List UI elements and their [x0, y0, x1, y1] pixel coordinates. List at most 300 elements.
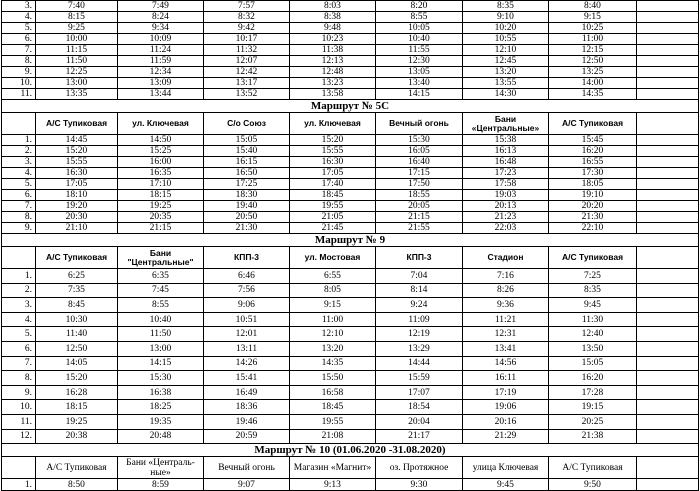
time-cell: 13:52	[204, 89, 290, 100]
table-row	[2, 146, 699, 157]
table-row	[2, 201, 699, 212]
stop-name: Стадион	[463, 247, 549, 269]
time-cell: 21:30	[549, 212, 637, 223]
empty-cell	[637, 283, 699, 298]
time-cell: 11:30	[549, 312, 637, 327]
time-cell: 9:15	[549, 12, 637, 23]
empty-cell	[637, 400, 699, 415]
stop-name: Магазин «Магнит»	[290, 457, 376, 479]
time-cell: 18:36	[204, 400, 290, 415]
time-cell: 15:59	[376, 371, 463, 386]
row-number: 8.	[2, 56, 36, 67]
time-cell: 9:06	[204, 298, 290, 313]
time-cell: 11:38	[290, 45, 376, 56]
stops-header-row	[2, 457, 699, 479]
route-title: Маршрут № 5С	[2, 100, 699, 113]
time-cell: 19:25	[36, 414, 118, 429]
time-cell: 10:51	[204, 312, 290, 327]
row-number: 5.	[2, 327, 36, 342]
time-cell: 21:15	[376, 212, 463, 223]
time-cell: 13:58	[290, 89, 376, 100]
time-cell: 15:20	[36, 146, 118, 157]
table-row	[2, 298, 699, 313]
empty-cell	[637, 179, 699, 190]
time-cell: 15:25	[118, 146, 204, 157]
time-cell: 17:30	[549, 168, 637, 179]
time-cell: 19:55	[290, 201, 376, 212]
time-cell: 18:55	[376, 190, 463, 201]
stop-name: оз. Протяжное	[376, 457, 463, 479]
table-row	[2, 67, 699, 78]
time-cell: 16:15	[204, 157, 290, 168]
time-cell: 8:35	[463, 1, 549, 12]
time-cell: 12:30	[376, 56, 463, 67]
time-cell: 19:55	[290, 414, 376, 429]
row-number: 2.	[2, 146, 36, 157]
table-row	[2, 479, 699, 491]
time-cell: 22:03	[463, 223, 549, 234]
time-cell: 11:50	[118, 327, 204, 342]
empty-cell	[637, 135, 699, 146]
time-cell: 9:34	[118, 23, 204, 34]
time-cell: 8:32	[204, 12, 290, 23]
time-cell: 11:24	[118, 45, 204, 56]
time-cell: 16:00	[118, 157, 204, 168]
time-cell: 17:40	[290, 179, 376, 190]
time-cell: 6:55	[290, 269, 376, 284]
empty-cell	[637, 371, 699, 386]
time-cell: 16:50	[204, 168, 290, 179]
time-cell: 21:17	[376, 429, 463, 444]
time-cell: 12:48	[290, 67, 376, 78]
time-cell: 18:10	[36, 190, 118, 201]
time-cell: 8:40	[549, 1, 637, 12]
time-cell: 9:15	[290, 298, 376, 313]
time-cell: 17:19	[463, 385, 549, 400]
empty-cell	[637, 67, 699, 78]
stop-name: А/С Тупиковая	[549, 247, 637, 269]
time-cell: 13:23	[290, 78, 376, 89]
time-cell: 15:30	[376, 135, 463, 146]
row-number: 7.	[2, 356, 36, 371]
row-number: 1.	[2, 269, 36, 284]
time-cell: 17:58	[463, 179, 549, 190]
time-cell: 11:55	[376, 45, 463, 56]
time-cell: 19:20	[36, 201, 118, 212]
time-cell: 7:56	[204, 283, 290, 298]
time-cell: 20:04	[376, 414, 463, 429]
time-cell: 16:05	[376, 146, 463, 157]
time-cell: 17:10	[118, 179, 204, 190]
schedule-table	[1, 0, 699, 491]
time-cell: 11:00	[290, 312, 376, 327]
table-row	[2, 371, 699, 386]
time-cell: 21:30	[204, 223, 290, 234]
empty-cell	[637, 34, 699, 45]
time-cell: 16:20	[549, 371, 637, 386]
time-cell: 17:23	[463, 168, 549, 179]
time-cell: 20:59	[204, 429, 290, 444]
time-cell: 7:49	[118, 1, 204, 12]
table-row	[2, 327, 699, 342]
time-cell: 21:45	[290, 223, 376, 234]
time-cell: 9:24	[376, 298, 463, 313]
time-cell: 17:15	[376, 168, 463, 179]
route-title-row	[2, 444, 699, 457]
time-cell: 12:45	[463, 56, 549, 67]
time-cell: 14:26	[204, 356, 290, 371]
time-cell: 17:07	[376, 385, 463, 400]
time-cell: 19:06	[463, 400, 549, 415]
time-cell: 13:41	[463, 341, 549, 356]
time-cell: 14:45	[36, 135, 118, 146]
row-number: 11.	[2, 414, 36, 429]
time-cell: 18:30	[204, 190, 290, 201]
time-cell: 10:40	[118, 312, 204, 327]
time-cell: 13:40	[376, 78, 463, 89]
time-cell: 15:50	[290, 371, 376, 386]
time-cell: 11:50	[36, 56, 118, 67]
empty-cell	[637, 429, 699, 444]
time-cell: 18:45	[290, 190, 376, 201]
time-cell: 6:46	[204, 269, 290, 284]
time-cell: 8:55	[376, 12, 463, 23]
empty-cell	[2, 113, 36, 135]
time-cell: 8:55	[118, 298, 204, 313]
time-cell: 7:57	[204, 1, 290, 12]
row-number: 4.	[2, 312, 36, 327]
time-cell: 7:35	[36, 283, 118, 298]
empty-cell	[2, 457, 36, 479]
time-cell: 16:49	[204, 385, 290, 400]
empty-cell	[637, 146, 699, 157]
row-number: 12.	[2, 429, 36, 444]
time-cell: 10:55	[463, 34, 549, 45]
table-row	[2, 1, 699, 12]
stop-name: Бани «Централь-ные»	[118, 457, 204, 479]
time-cell: 19:46	[204, 414, 290, 429]
row-number: 10.	[2, 78, 36, 89]
row-number: 8.	[2, 212, 36, 223]
time-cell: 10:25	[549, 23, 637, 34]
time-cell: 13:09	[118, 78, 204, 89]
time-cell: 21:38	[549, 429, 637, 444]
empty-cell	[637, 457, 699, 479]
row-number: 11.	[2, 89, 36, 100]
time-cell: 8:14	[376, 283, 463, 298]
table-row	[2, 429, 699, 444]
time-cell: 16:40	[376, 157, 463, 168]
empty-cell	[637, 298, 699, 313]
time-cell: 16:30	[290, 157, 376, 168]
time-cell: 12:10	[463, 45, 549, 56]
table-row	[2, 56, 699, 67]
time-cell: 11:00	[549, 34, 637, 45]
time-cell: 16:38	[118, 385, 204, 400]
time-cell: 8:15	[36, 12, 118, 23]
route-title: Маршрут № 9	[2, 234, 699, 247]
time-cell: 19:15	[549, 400, 637, 415]
row-number: 3.	[2, 157, 36, 168]
time-cell: 19:40	[204, 201, 290, 212]
time-cell: 15:30	[118, 371, 204, 386]
time-cell: 9:10	[463, 12, 549, 23]
time-cell: 20:50	[204, 212, 290, 223]
time-cell: 14:00	[549, 78, 637, 89]
table-row	[2, 385, 699, 400]
time-cell: 15:55	[290, 146, 376, 157]
time-cell: 17:05	[290, 168, 376, 179]
time-cell: 17:05	[36, 179, 118, 190]
stops-header-row	[2, 113, 699, 135]
time-cell: 7:40	[36, 1, 118, 12]
table-row	[2, 400, 699, 415]
row-number: 9.	[2, 385, 36, 400]
empty-cell	[637, 327, 699, 342]
time-cell: 13:25	[549, 67, 637, 78]
row-number: 4.	[2, 168, 36, 179]
time-cell: 20:48	[118, 429, 204, 444]
time-cell: 9:45	[463, 479, 549, 491]
time-cell: 10:05	[376, 23, 463, 34]
route-title: Маршрут № 10 (01.06.2020 -31.08.2020)	[2, 444, 699, 457]
empty-cell	[637, 78, 699, 89]
time-cell: 15:40	[204, 146, 290, 157]
time-cell: 14:30	[463, 89, 549, 100]
time-cell: 21:29	[463, 429, 549, 444]
empty-cell	[637, 414, 699, 429]
empty-cell	[637, 1, 699, 12]
time-cell: 12:07	[204, 56, 290, 67]
time-cell: 7:16	[463, 269, 549, 284]
row-number: 4.	[2, 12, 36, 23]
time-cell: 19:35	[118, 414, 204, 429]
time-cell: 7:45	[118, 283, 204, 298]
stop-name: С/о Союз	[204, 113, 290, 135]
time-cell: 6:25	[36, 269, 118, 284]
empty-cell	[637, 157, 699, 168]
time-cell: 14:05	[36, 356, 118, 371]
time-cell: 13:05	[376, 67, 463, 78]
time-cell: 9:42	[204, 23, 290, 34]
empty-cell	[637, 12, 699, 23]
time-cell: 9:07	[204, 479, 290, 491]
stops-header-row	[2, 247, 699, 269]
empty-cell	[637, 247, 699, 269]
time-cell: 15:38	[463, 135, 549, 146]
row-number: 10.	[2, 400, 36, 415]
time-cell: 14:50	[118, 135, 204, 146]
table-row	[2, 269, 699, 284]
time-cell: 20:16	[463, 414, 549, 429]
time-cell: 18:15	[118, 190, 204, 201]
time-cell: 18:05	[549, 179, 637, 190]
time-cell: 13:20	[463, 67, 549, 78]
time-cell: 16:48	[463, 157, 549, 168]
time-cell: 18:15	[36, 400, 118, 415]
stop-name: ул. Мостовая	[290, 247, 376, 269]
table-row	[2, 223, 699, 234]
stop-name: А/С Тупиковая	[36, 113, 118, 135]
empty-cell	[2, 247, 36, 269]
time-cell: 13:11	[204, 341, 290, 356]
time-cell: 10:00	[36, 34, 118, 45]
time-cell: 9:48	[290, 23, 376, 34]
time-cell: 15:41	[204, 371, 290, 386]
time-cell: 9:36	[463, 298, 549, 313]
row-number: 5.	[2, 23, 36, 34]
time-cell: 13:50	[549, 341, 637, 356]
time-cell: 10:17	[204, 34, 290, 45]
time-cell: 20:20	[549, 201, 637, 212]
time-cell: 20:05	[376, 201, 463, 212]
time-cell: 7:04	[376, 269, 463, 284]
route-title-row	[2, 234, 699, 247]
time-cell: 13:00	[118, 341, 204, 356]
time-cell: 15:20	[36, 371, 118, 386]
time-cell: 11:15	[36, 45, 118, 56]
time-cell: 19:25	[118, 201, 204, 212]
time-cell: 18:45	[290, 400, 376, 415]
time-cell: 13:20	[290, 341, 376, 356]
row-number: 1.	[2, 479, 36, 491]
time-cell: 11:59	[118, 56, 204, 67]
table-row	[2, 78, 699, 89]
stop-name: Вечный огонь	[376, 113, 463, 135]
time-cell: 19:03	[463, 190, 549, 201]
table-row	[2, 12, 699, 23]
empty-cell	[637, 341, 699, 356]
time-cell: 13:44	[118, 89, 204, 100]
time-cell: 19:10	[549, 190, 637, 201]
time-cell: 15:05	[204, 135, 290, 146]
time-cell: 12:50	[36, 341, 118, 356]
time-cell: 12:34	[118, 67, 204, 78]
time-cell: 14:15	[118, 356, 204, 371]
time-cell: 8:35	[549, 283, 637, 298]
row-number: 7.	[2, 201, 36, 212]
time-cell: 12:40	[549, 327, 637, 342]
time-cell: 12:50	[549, 56, 637, 67]
stop-name: Бани "Центральные"	[118, 247, 204, 269]
empty-cell	[637, 212, 699, 223]
time-cell: 14:44	[376, 356, 463, 371]
stop-name: Бани «Центральные»	[463, 113, 549, 135]
time-cell: 9:50	[549, 479, 637, 491]
time-cell: 10:40	[376, 34, 463, 45]
time-cell: 20:30	[36, 212, 118, 223]
empty-cell	[637, 201, 699, 212]
empty-cell	[637, 269, 699, 284]
time-cell: 7:25	[549, 269, 637, 284]
row-number: 1.	[2, 135, 36, 146]
time-cell: 16:13	[463, 146, 549, 157]
empty-cell	[637, 113, 699, 135]
time-cell: 12:10	[290, 327, 376, 342]
time-cell: 12:25	[36, 67, 118, 78]
stop-name: А/С Тупиковая	[36, 247, 118, 269]
table-row	[2, 34, 699, 45]
time-cell: 8:59	[118, 479, 204, 491]
row-number: 9.	[2, 67, 36, 78]
time-cell: 16:28	[36, 385, 118, 400]
row-number: 6.	[2, 34, 36, 45]
time-cell: 12:19	[376, 327, 463, 342]
row-number: 7.	[2, 45, 36, 56]
time-cell: 10:23	[290, 34, 376, 45]
time-cell: 10:30	[36, 312, 118, 327]
table-row	[2, 168, 699, 179]
time-cell: 8:24	[118, 12, 204, 23]
table-row	[2, 23, 699, 34]
time-cell: 20:25	[549, 414, 637, 429]
time-cell: 13:00	[36, 78, 118, 89]
row-number: 9.	[2, 223, 36, 234]
time-cell: 21:23	[463, 212, 549, 223]
time-cell: 17:28	[549, 385, 637, 400]
time-cell: 17:25	[204, 179, 290, 190]
time-cell: 11:09	[376, 312, 463, 327]
table-row	[2, 212, 699, 223]
time-cell: 14:56	[463, 356, 549, 371]
time-cell: 11:21	[463, 312, 549, 327]
time-cell: 12:15	[549, 45, 637, 56]
table-row	[2, 135, 699, 146]
time-cell: 21:55	[376, 223, 463, 234]
table-row	[2, 356, 699, 371]
time-cell: 8:26	[463, 283, 549, 298]
time-cell: 8:45	[36, 298, 118, 313]
empty-cell	[637, 479, 699, 491]
time-cell: 18:25	[118, 400, 204, 415]
empty-cell	[637, 168, 699, 179]
time-cell: 12:01	[204, 327, 290, 342]
time-cell: 13:55	[463, 78, 549, 89]
time-cell: 16:58	[290, 385, 376, 400]
time-cell: 14:15	[376, 89, 463, 100]
time-cell: 20:35	[118, 212, 204, 223]
stop-name: КПП-3	[376, 247, 463, 269]
time-cell: 15:55	[36, 157, 118, 168]
row-number: 3.	[2, 1, 36, 12]
time-cell: 20:38	[36, 429, 118, 444]
empty-cell	[637, 190, 699, 201]
time-cell: 15:05	[549, 356, 637, 371]
row-number: 8.	[2, 371, 36, 386]
row-number: 5.	[2, 179, 36, 190]
time-cell: 11:40	[36, 327, 118, 342]
stop-name: КПП-3	[204, 247, 290, 269]
table-row	[2, 283, 699, 298]
time-cell: 15:45	[549, 135, 637, 146]
time-cell: 11:32	[204, 45, 290, 56]
time-cell: 12:13	[290, 56, 376, 67]
time-cell: 22:10	[549, 223, 637, 234]
time-cell: 12:42	[204, 67, 290, 78]
time-cell: 18:54	[376, 400, 463, 415]
table-row	[2, 89, 699, 100]
time-cell: 13:35	[36, 89, 118, 100]
row-number: 3.	[2, 298, 36, 313]
row-number: 6.	[2, 190, 36, 201]
stop-name: А/С Тупиковая	[549, 113, 637, 135]
table-row	[2, 190, 699, 201]
time-cell: 9:45	[549, 298, 637, 313]
time-cell: 20:13	[463, 201, 549, 212]
empty-cell	[637, 223, 699, 234]
stop-name: ул. Ключевая	[290, 113, 376, 135]
empty-cell	[637, 356, 699, 371]
